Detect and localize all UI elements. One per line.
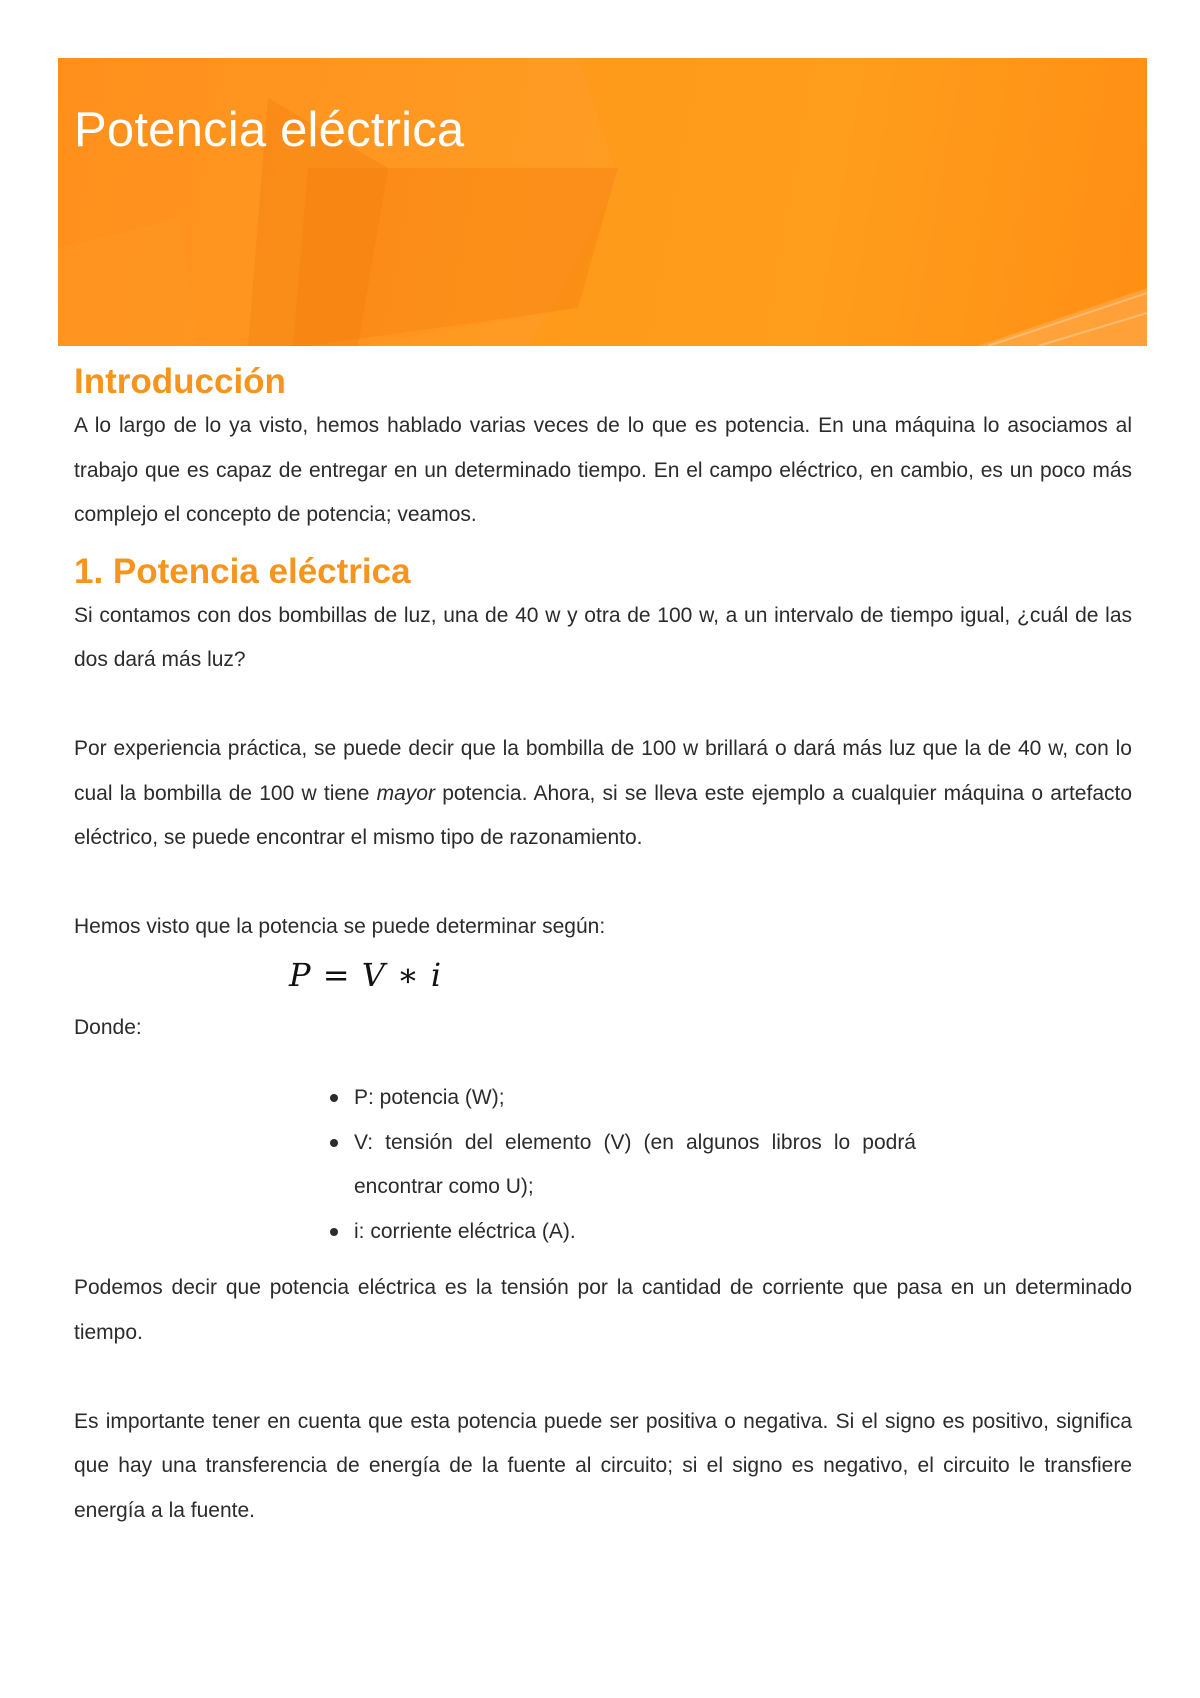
main-content	[74, 360, 1132, 1533]
section1-paragraph-4: Podemos decir que potencia eléctrica es la tensión por la cantidad de corriente que pasa en un determinado tiempo.	[74, 1276, 1132, 1344]
power-formula: P = V ∗ i	[289, 955, 443, 994]
section1-paragraph-2	[74, 727, 1132, 861]
header-banner	[58, 58, 1147, 346]
spacer	[74, 1355, 1132, 1400]
definition-text: P: potencia (W);	[354, 1086, 505, 1109]
page-title: Potencia eléctrica	[74, 103, 465, 157]
donde-label: Donde:	[74, 1015, 142, 1039]
list-item	[330, 1121, 916, 1210]
paragraph-2-text-after: potencia. Ahora, si se lleva este ejemplo a cualquier máquina o artefacto eléctrico, se puede encontrar el mismo tipo de razonamiento.	[74, 781, 1133, 849]
intro-heading: Introducción	[74, 362, 286, 401]
spacer	[74, 683, 1132, 728]
list-item	[330, 1076, 916, 1121]
definitions-list	[330, 1076, 916, 1254]
section1-paragraph-1: Si contamos con dos bombillas de luz, una de 40 w y otra de 100 w, a un intervalo de tiempo igual, ¿cuál de las dos dará más luz?	[74, 603, 1132, 671]
intro-paragraph: A lo largo de lo ya visto, hemos hablado varias veces de lo que es potencia. En una máquina lo asociamos al trabajo que es capaz de entregar en un determinado tiempo. En el campo eléctrico, en cambio, es un poco más complejo el concepto de potencia; veamos.	[74, 414, 1132, 526]
section1-paragraph-3: Hemos visto que la potencia se puede determinar según:	[74, 915, 606, 938]
paragraph-2-text-before: Por experiencia práctica, se puede decir que la bombilla de 100 w brillará o dará más luz que la de 40 w, con lo cual la bombilla de 100 w tiene	[74, 737, 1132, 805]
spacer	[74, 861, 1132, 906]
bullet-icon	[330, 1094, 338, 1102]
bullet-icon	[330, 1139, 338, 1147]
section1-paragraph-5: Es importante tener en cuenta que esta potencia puede ser positiva o negativa. Si el signo es positivo, significa que hay una transferencia de energía de la fuente al circuito; si el signo es negativo, el circuito le transfiere energía a la fuente.	[74, 1409, 1132, 1522]
list-item	[330, 1210, 916, 1255]
emphasis-mayor: mayor	[376, 781, 435, 805]
definition-text: i: corriente eléctrica (A).	[354, 1219, 576, 1243]
bullet-icon	[330, 1228, 338, 1236]
definition-text: V: tensión del elemento (V) (en algunos libros lo podrá encontrar como U);	[354, 1130, 916, 1198]
section1-heading: 1. Potencia eléctrica	[74, 551, 411, 591]
